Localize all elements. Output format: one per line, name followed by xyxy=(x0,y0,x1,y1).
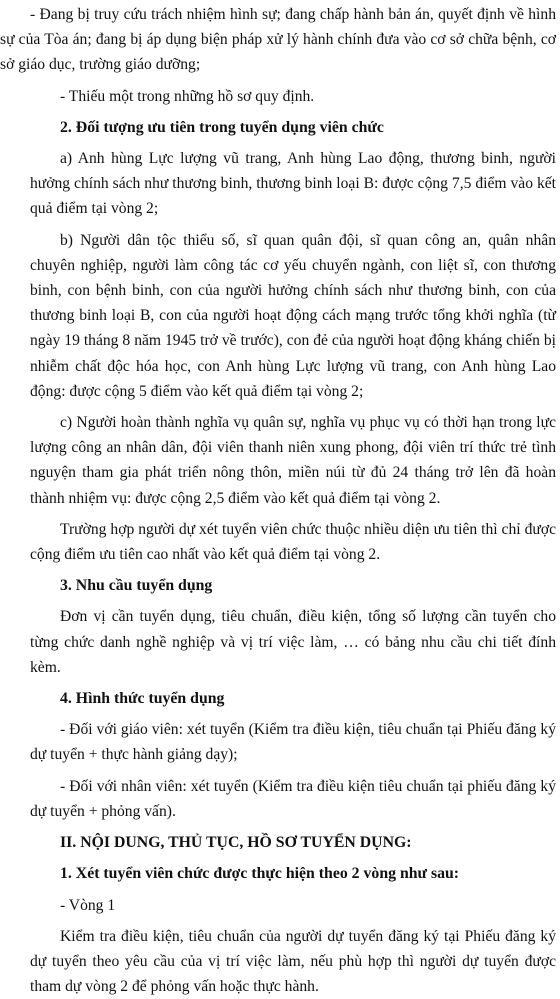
paragraph-priority-a: a) Anh hùng Lực lượng vũ trang, Anh hùng Lao động, thương binh, người hưởng chính sách như thương binh, thương binh loại B: được cộng 7,5 điểm vào kết quả điểm tại vòng 2; xyxy=(30,150,556,218)
paragraph-round-1-detail: Kiểm tra điều kiện, tiêu chuẩn của người dự tuyển đăng ký tại Phiếu đăng ký dự tuyển theo yêu cầu của vị trí việc làm, nếu phù hợp thì người dự tuyển được tham dự vòng 2 để phỏng vấn hoặc thực hành. xyxy=(30,927,556,996)
paragraph-recruitment-needs: Đơn vị cần tuyển dụng, tiêu chuẩn, điều kiện, tổng số lượng cần tuyển cho từng chức danh nghề nghiệp và vị trí việc làm, … có bảng nhu cầu chi tiết đính kèm. xyxy=(30,608,556,676)
heading-section-4: 4. Hình thức tuyển dụng xyxy=(60,690,225,708)
heading-subsection-1: 1. Xét tuyển viên chức được thực hiện theo 2 vòng như sau: xyxy=(60,865,460,883)
paragraph-criminal-liability: - Đang bị truy cứu trách nhiệm hình sự; đang chấp hành bản án, quyết định về hình sự của Tòa án; đang bị áp dụng biện pháp xử lý hành chính đưa vào cơ sở chữa bệnh, cơ sở giáo dục, trường giáo dưỡng; xyxy=(0,6,556,74)
paragraph-teachers: - Đối với giáo viên: xét tuyển (Kiểm tra điều kiện, tiêu chuẩn tại Phiếu đăng ký dự tuyển + thực hành giảng dạy); xyxy=(30,721,556,764)
heading-part-ii: II. NỘI DUNG, THỦ TỤC, HỒ SƠ TUYỂN DỤNG: xyxy=(60,834,412,852)
heading-section-3: 3. Nhu cầu tuyển dụng xyxy=(60,577,213,595)
paragraph-staff: - Đối với nhân viên: xét tuyển (Kiểm tra điều kiện tiêu chuẩn tại phiếu đăng ký dự tuyển + phỏng vấn). xyxy=(30,777,556,820)
paragraph-priority-c: c) Người hoàn thành nghĩa vụ quân sự, nghĩa vụ phục vụ có thời hạn trong lực lượng công an nhân dân, đội viên thanh niên xung phong, đội viên trí thức trẻ tình nguyện tham gia phát triển nông thôn, miền núi từ đủ 24 tháng trở lên đã hoàn thành nhiệm vụ: được cộng 2,5 điểm vào kết quả điểm tại vòng 2. xyxy=(30,414,556,507)
heading-section-2: 2. Đối tượng ưu tiên trong tuyển dụng viên chức xyxy=(60,118,384,136)
paragraph-multiple-priority: Trường hợp người dự xét tuyển viên chức thuộc nhiều diện ưu tiên thì chỉ được cộng điểm ưu tiên cao nhất vào kết quả điểm tại vòng 2. xyxy=(30,520,556,564)
paragraph-priority-b: b) Người dân tộc thiểu số, sĩ quan quân đội, sĩ quan công an, quân nhân chuyên nghiệp, người làm công tác cơ yếu chuyển ngành, con liệt sĩ, con thương binh, con bệnh binh, con của người hưởng chính sách như thương binh, con của thương binh loại B, con của người hoạt động cách mạng trước tổng khởi nghĩa (từ ngày 19 tháng 8 năm 1945 trở về trước), con đẻ của người hoạt động kháng chiến bị nhiễm chất độc hóa học, con Anh hùng Lực lượng vũ trang, con Anh hùng Lao động: được cộng 5 điểm vào kết quả điểm tại vòng 2; xyxy=(30,231,556,400)
paragraph-missing-documents: - Thiếu một trong những hồ sơ quy định. xyxy=(60,87,315,105)
paragraph-round-1: - Vòng 1 xyxy=(60,896,116,914)
